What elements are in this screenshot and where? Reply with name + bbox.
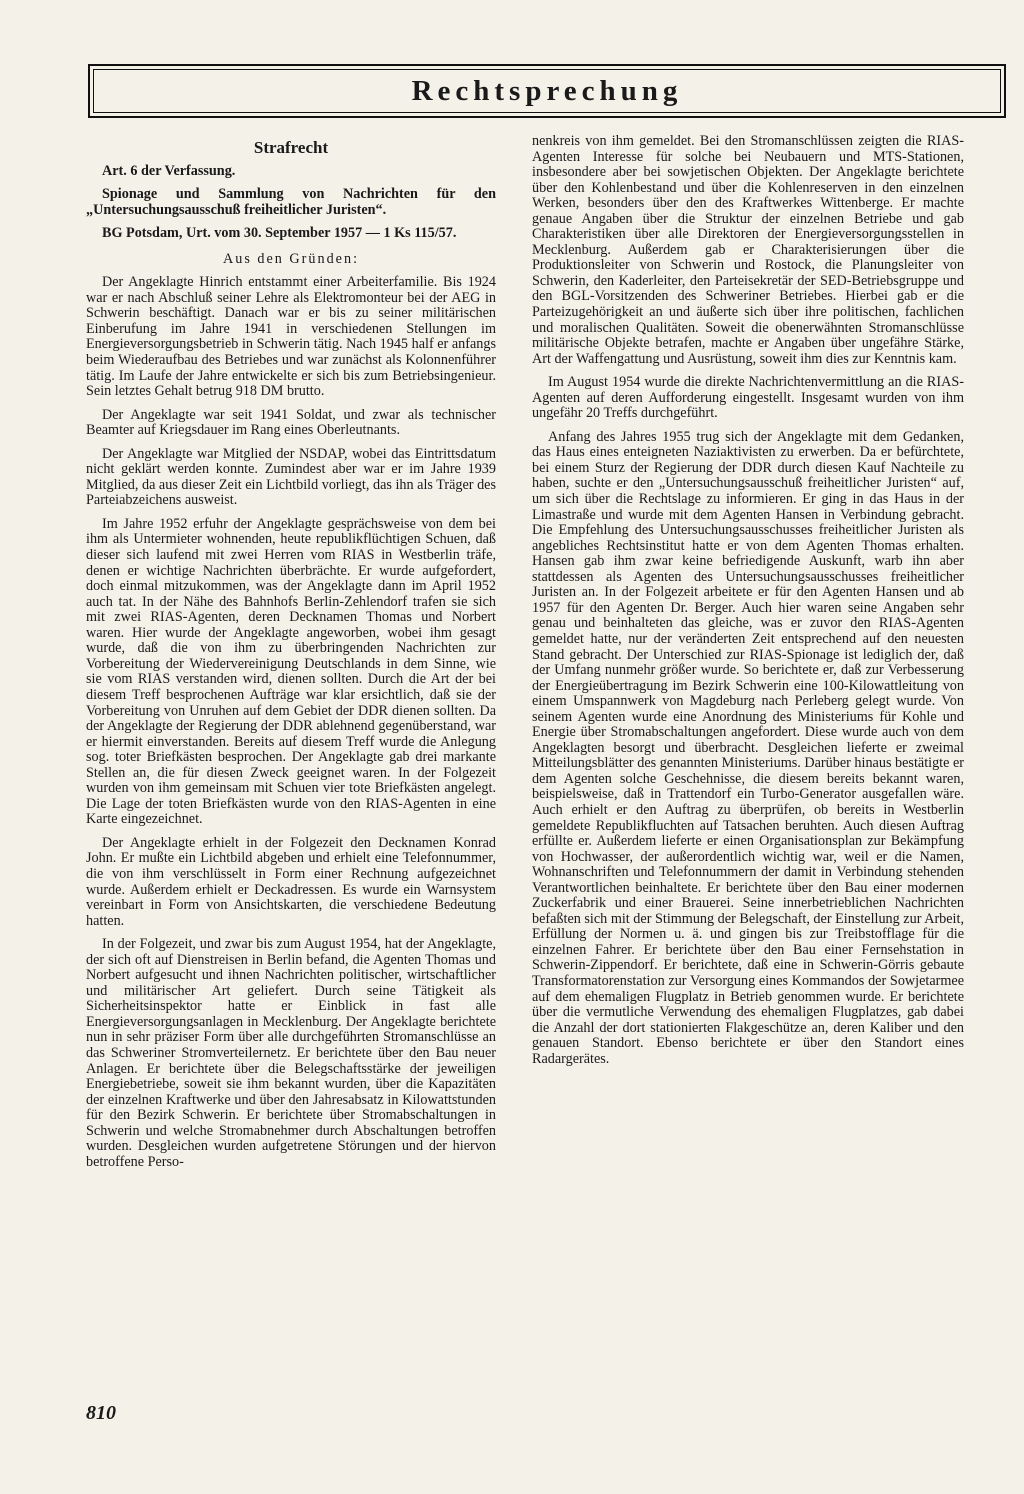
paragraph: Der Angeklagte war seit 1941 Soldat, und zwar als technischer Beamter auf Kriegsdauer im Rang eines Oberleutnants.: [86, 406, 496, 439]
page-header: [88, 64, 1006, 118]
page-number: 810: [86, 1402, 116, 1424]
case-article: Art. 6 der Verfassung.: [102, 162, 236, 179]
reasons-heading: Aus den Gründen:: [222, 250, 360, 267]
left-column: [86, 134, 496, 1178]
paragraph: nenkreis von ihm gemeldet. Bei den Stromanschlüssen zeigten die RIAS-Agenten Interesse für solche bei Neubauern und MTS-Stationen, insbesondere aber bei sowjetischen Objekten. Der Angeklagte berichtete über den Kohlenbestand und über die Kohlenreserven in den einzelnen Werken, besonders über den des Kraftwerkes Wittenberge. Er machte genaue Angaben über die Struktur der einzelnen Betriebe und gab Charakteristiken über alle Direktoren der Energieversorgungsstellen in Mecklenburg. Außerdem gab er Charakterisierungen über die Produktionsleiter von Schwerin und Rostock, die Planungsleiter von Schwerin, den Kaderleiter, den Parteisekretär der SED-Betriebsgruppe und den BGL-Vorsitzenden des Schweriner Betriebes. Hierbei gab er die Parteizugehörigkeit an und äußerte sich über ihre politischen, fachlichen und moralischen Qualitäten. Soweit die obenerwähnten Stromanschlüsse militärische Objekte betrafen, machte er Angaben über ungefähre Stärke, Art der Waffengattung und Ausrüstung, soweit ihm dies zur Kenntnis kam.: [532, 133, 964, 367]
page-title: Rechtsprechung: [411, 74, 683, 107]
paragraph: Der Angeklagte war Mitglied der NSDAP, wobei das Eintrittsdatum nicht geklärt werden konnte. Zumindest aber war er im Jahre 1939 Mitglied, da aus dieser Zeit ein Lichtbild vorliegt, das ihn als Träger des Parteiabzeichens ausweist.: [86, 445, 496, 509]
paragraph: Der Angeklagte Hinrich entstammt einer Arbeiterfamilie. Bis 1924 war er nach Abschluß seiner Lehre als Elektromonteur bei der AEG in Schwerin beschäftigt. Danach war er bis zu seiner militärischen Einberufung im Jahre 1941 in verschiedenen Stellungen im Energieversorgungsbetrieb in Schwerin tätig. Nach 1945 half er anfangs beim Wiederaufbau des Betriebes und war zunächst als Kolonnenführer tätig. Im Laufe der Jahre entwickelte er sich bis zum Betriebsingenieur. Sein letztes Gehalt betrug 918 DM brutto.: [86, 274, 496, 400]
paragraph: Im August 1954 wurde die direkte Nachrichtenvermittlung an die RIAS-Agenten auf deren Aufforderung eingestellt. Insgesamt wurden von ihm ungefähr 20 Treffs durchgeführt.: [532, 374, 964, 422]
paragraph: Der Angeklagte erhielt in der Folgezeit den Decknamen Konrad John. Er mußte ein Lichtbild abgeben und erhielt eine Telefonnummer, die von ihm verschlüsselt in Form einer Rechnung aufgezeichnet wurde. Außerdem erhielt er Deckadressen. Es wurde ein Warnsystem vereinbart in Form von Ansichtskarten, die verschiedene Bedeutung hatten.: [86, 834, 496, 929]
paragraph: Im Jahre 1952 erfuhr der Angeklagte gesprächsweise von dem bei ihm als Untermieter wohnenden, heute republikflüchtigen Schuen, daß dieser sich laufend mit zwei Herren vom RIAS in Westberlin träfe, denen er wichtige Nachrichten überbrächte. Er wurde aufgefordert, doch einmal mitzukommen, was der Angeklagte dann im April 1952 auch tat. In der Nähe des Bahnhofs Berlin-Zehlendorf trafen sie sich mit zwei RIAS-Agenten, deren Decknamen Thomas und Norbert waren. Hier wurde der Angeklagte angeworben, wobei ihm gesagt wurde, daß die von ihm zu überbringenden Nachrichten zur Vorbereitung der Wiedervereinigung Deutschlands in dem Sinne, wie sie vom RIAS verstanden wird, dienen sollten. Durch die Art der bei diesem Treff besprochenen Aufträge war klar ersichtlich, daß sie der Vorbereitung von Unruhen auf dem Gebiet der DDR dienen sollten. Da der Angeklagte der Regierung der DDR ablehnend gegenüberstand, war er hiermit einverstanden. Bereits auf diesem Treff wurde die Anlegung sog. toter Briefkästen besprochen. Der Angeklagte gab drei markante Stellen an, die für diesen Zweck geeignet waren. In der Folgezeit wurden von ihm gemeinsam mit Schuen vier tote Briefkästen angelegt. Die Lage der toten Briefkästen wurde von den RIAS-Agenten in eine Karte eingezeichnet.: [86, 515, 496, 828]
case-citation: BG Potsdam, Urt. vom 30. September 1957 — 1 Ks 115/57.: [102, 225, 457, 242]
case-subject: Spionage und Sammlung von Nachrichten für den „Untersuchungsausschuß freiheitlicher Juristen“.: [86, 186, 496, 218]
section-title: Strafrecht: [253, 138, 329, 157]
paragraph: In der Folgezeit, und zwar bis zum August 1954, hat der Angeklagte, der sich oft auf Dienstreisen in Berlin befand, die Agenten Thomas und Norbert aufgesucht und ihnen Nachrichten politischer, wirtschaftlicher und militärischer Art geliefert. Durch seine Tätigkeit als Sicherheitsinspektor hatte er Einblick in fast alle Energieversorgungsanlagen in Mecklenburg. Der Angeklagte berichtete nun in sehr präziser Form über alle durchgeführten Stromanschlüsse an das Schweriner Stromverteilernetz. Er berichtete über den Bau neuer Anlagen. Er berichtete über die Belegschaftsstärke der jeweiligen Energiebetriebe, soweit sie ihm bekannt wurden, über die Kapazitäten der einzelnen Kraftwerke und über den Jahresabsatz in Kilowattstunden für den Bezirk Schwerin. Er berichtete über Stromabschaltungen in Schwerin und welche Stromabnehmer durch Abschaltungen betroffen wurden. Desgleichen wurden aufgetretene Störungen und der hiervon betroffene Perso-: [86, 936, 496, 1170]
right-column: [532, 134, 964, 1075]
paragraph: Anfang des Jahres 1955 trug sich der Angeklagte mit dem Gedanken, das Haus eines enteigneten Naziaktivisten zu erwerben. Da er befürchtete, bei einem Sturz der Regierung der DDR durch diesen Kauf Nachteile zu haben, suchte er den „Untersuchungsausschuß freiheitlicher Juristen“ auf, um sich über die Rechtslage zu informieren. Er ging in das Haus in der Limastraße und wurde mit dem Agenten Hansen in Verbindung gebracht. Die Empfehlung des Untersuchungsausschusses freiheitlicher Juristen als angebliches Rechtsinstitut hatte er von dem Agenten Thomas erhalten. Hansen gab ihm zwar keine befriedigende Auskunft, warb ihn aber stattdessen als Agenten des Untersuchungsausschusses freiheitlicher Juristen an. In der Folgezeit arbeitete er für den Agenten Hansen und ab 1957 für den Agenten Dr. Berger. Auch hier waren seine Angaben sehr genau und beinhalteten das gleiche, was er zuvor den RIAS-Agenten gemeldet hatte, nur der veränderten Zeit entsprechend auf den neuesten Stand gebracht. Der Unterschied zur RIAS-Spionage ist lediglich der, daß der Umfang nunmehr größer wurde. So berichtete er, daß zur Verbesserung der Energieübertragung im Bezirk Schwerin eine 100-Kilowattleitung von einem Umspannwerk von Magdeburg nach Perleberg gelegt wurde. Von seinem Agenten wurde eine Anordnung des Ministeriums für Kohle und Energie über Stromabschaltungen angefordert. Diese wurde auch von dem Angeklagten besorgt und überbracht. Desgleichen lieferte er zweimal Mitteilungsblätter des genannten Ministeriums. Darüber hinaus bestätigte er dem Agenten solche Geschehnisse, die diesem bereits bekannt waren, beispielsweise, daß in Trattendorf ein Turbo-Generator ausgefallen wäre. Auch erhielt er den Auftrag zu überprüfen, ob bereits in Westberlin gemeldete Republikfluchten auf Tatsachen beruhten. Auch diesen Auftrag erfüllte er. Außerdem lieferte er einen Organisationsplan zur Bekämpfung von Hochwasser, der außerordentlich wichtig war, weil er die Namen, Wohnanschriften und Telefonnummern der damit in Verbindung stehenden Verantwortlichen beinhaltete. Er berichtete über den Bau einer modernen Zuckerfabrik und einer Brauerei. Seine innerbetrieblichen Nachrichten befaßten sich mit der Stimmung der Belegschaft, der Einstellung zur Arbeit, Erfüllung der Normen u. ä. und gingen bis zur Treibstofflage für die einzelnen Fahrer. Er berichtete über den Bau einer Fernsehstation in Schwerin-Zippendorf. Er berichtete, daß eine in Schwerin-Görris gebaute Transformatorenstation zur Versorgung eines Kommandos der Sowjetarmee auf dem ehemaligen Flugplatz in Betrieb genommen wurde. Er berichtete über die vermutliche Verwendung des ehemaligen Flugplatzes, gab dabei die Anzahl der dort stationierten Flakgeschütze an, deren Kaliber und den genauen Standort. Ebenso berichtete er über den Standort eines Radargerätes.: [532, 428, 964, 1067]
